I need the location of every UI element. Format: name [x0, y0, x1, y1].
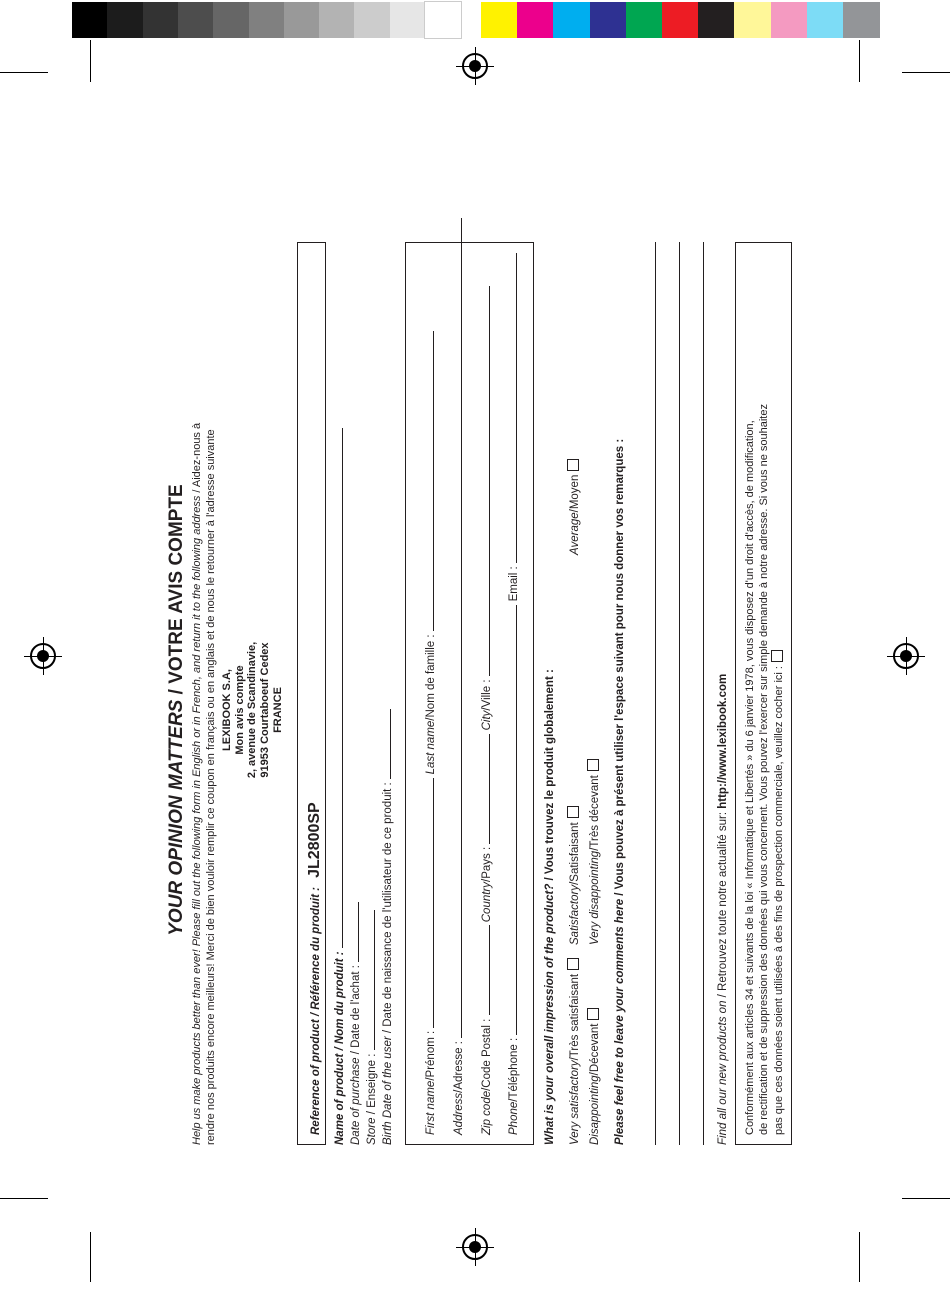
rating-very-satisfactory[interactable]: Very satisfactory/Très satisfaisant [567, 958, 582, 1145]
store-field[interactable] [364, 910, 375, 1050]
gray-swatch [425, 2, 461, 38]
zip-field[interactable] [479, 925, 490, 1015]
address-field[interactable] [451, 218, 462, 1038]
purchase-date-field[interactable] [348, 902, 359, 962]
legal-notice: Conformément aux articles 34 et suivants de la loi « Informatique et Libertés » du 6 janvier 1978, vous disposez d'un droit d'accès, de modification, de rectification et de suppression des données qui vous concernent. Vous pouvez l'exercer sur simple demande à notre adresse. Si vous ne souhaitez pas que ces données soient utilisées à des fins de prospection commerciale, veuillez cocher ici : [744, 404, 785, 1135]
intro-text: Help us make products better than ever! Please fill out the following form in English or in French, and return it to the following address / Aidez-nous à rendre nos produits encore meilleurs! Merci de bien vouloir remplir ce coupon en français ou en anglais et de nous le retourner à l'adresse suivante [191, 422, 217, 1145]
process-color-swatch [626, 2, 663, 38]
website-link[interactable]: http://www.lexibook.com [717, 673, 729, 809]
gray-swatch [319, 2, 355, 38]
phone-row: Phone/Téléphone : Email : [506, 253, 521, 1135]
crop-mark [902, 72, 950, 73]
checkbox[interactable] [567, 806, 579, 818]
crop-mark [90, 40, 91, 82]
gray-swatch [284, 2, 320, 38]
gray-swatch [354, 2, 390, 38]
process-color-swatch [771, 2, 808, 38]
product-name-field[interactable] [332, 428, 343, 948]
address-row: Address/Adresse : [451, 218, 466, 1135]
gray-swatch [107, 2, 143, 38]
country-field[interactable] [479, 734, 490, 844]
comment-line[interactable] [679, 242, 680, 1145]
gray-swatch [72, 2, 108, 38]
zip-row: Zip code/Code Postal : Country/Pays : City/Ville : [479, 286, 494, 1135]
comment-line[interactable] [703, 242, 704, 1145]
reference-label: Reference of product / Référence du produit : JL2800SP [306, 802, 323, 1135]
product-info: Name of product / Nom du produit : Date of purchase / Date de l'achat : Store / Enseigne : Birth Date of the user / Date de naissance de l'utilisateur de ce produit : [332, 428, 396, 1145]
email-field[interactable] [506, 253, 517, 563]
last-name-field[interactable] [423, 331, 434, 631]
process-color-swatch [698, 2, 735, 38]
registration-mark-icon [462, 1234, 488, 1260]
gray-swatch [143, 2, 179, 38]
first-name-row: First name/Prénom : Last name/Nom de famille : [423, 331, 438, 1135]
process-color-swatch [481, 2, 518, 38]
process-color-swatch [517, 2, 554, 38]
gray-swatch [249, 2, 285, 38]
return-address: LEXIBOOK S.A, Mon avis compte 2, avenue de Scandinavie, 91953 Courtaboeuf Cedex FRANCE [221, 641, 284, 779]
crop-mark [0, 1198, 48, 1199]
checkbox[interactable] [567, 459, 579, 471]
feedback-form [165, 275, 795, 1145]
checkbox[interactable] [587, 759, 599, 771]
checkbox[interactable] [587, 1008, 599, 1020]
rating-disappointing[interactable]: Disappointing/Décevant [587, 1008, 602, 1145]
process-color-swatch [807, 2, 844, 38]
birth-date-field[interactable] [380, 709, 391, 779]
crop-mark [859, 40, 860, 82]
form-title: YOUR OPINION MATTERS / VOTRE AVIS COMPTE [166, 484, 187, 936]
process-color-swatch [843, 2, 880, 38]
registration-mark-icon [893, 643, 919, 669]
impression-question: What is your overall impression of the product? / Vous trouvez le produit globalement : [544, 669, 556, 1145]
gray-swatch [390, 2, 426, 38]
rating-average[interactable]: Average/Moyen [567, 459, 582, 555]
process-color-swatch [734, 2, 771, 38]
comment-line[interactable] [655, 242, 656, 1145]
crop-mark [859, 1232, 860, 1282]
checkbox[interactable] [567, 958, 579, 970]
opt-out-checkbox[interactable] [771, 650, 783, 662]
crop-mark [0, 72, 48, 73]
registration-mark-icon [30, 643, 56, 669]
website-line: Find all our new products on / Retrouvez toute notre actualité sur: http://www.lexibook.com [717, 673, 729, 1145]
first-name-field[interactable] [423, 778, 434, 1028]
city-field[interactable] [479, 286, 490, 676]
process-color-swatch [590, 2, 627, 38]
rating-very-disappointing[interactable]: Very disappointing/Très décevant [587, 759, 602, 945]
reference-value: JL2800SP [306, 802, 323, 878]
crop-mark [902, 1198, 950, 1199]
comments-prompt: Please feel free to leave your comments here / Vous pouvez à présent utiliser l'espace suivant pour nous donner vos remarques : [614, 438, 626, 1145]
process-color-swatch [662, 2, 699, 38]
gray-swatch [178, 2, 214, 38]
gray-swatch [213, 2, 249, 38]
process-color-swatch [553, 2, 590, 38]
phone-field[interactable] [506, 605, 517, 1035]
rating-satisfactory[interactable]: Satisfactory/Satisfaisant [567, 806, 582, 945]
registration-mark-icon [462, 53, 488, 79]
crop-mark [90, 1232, 91, 1282]
